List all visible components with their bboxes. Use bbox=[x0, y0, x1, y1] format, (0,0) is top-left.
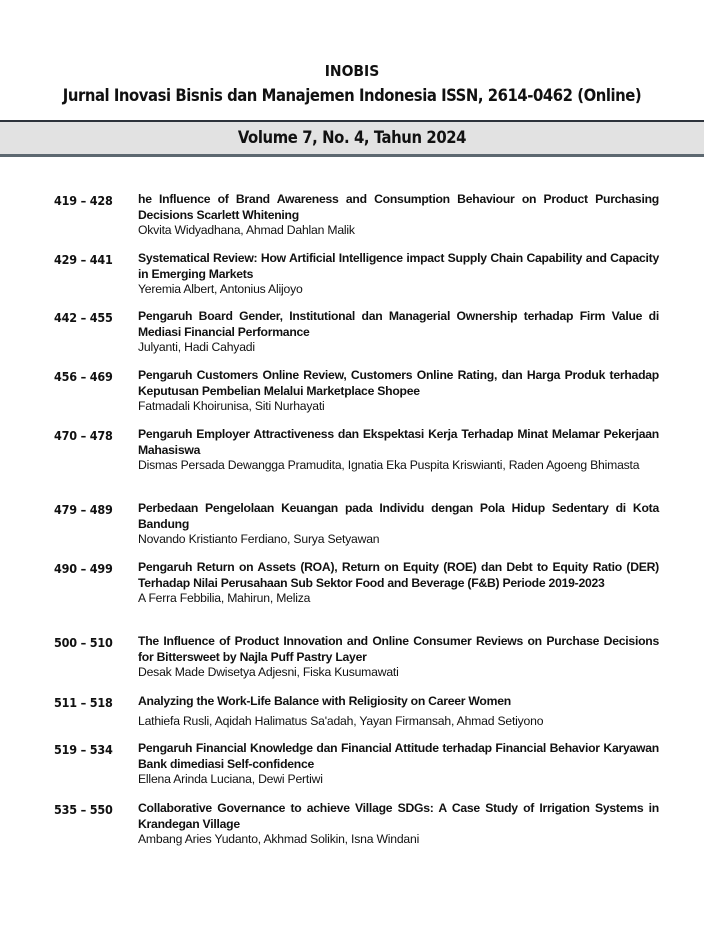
page-range: 429 – 441 bbox=[54, 252, 113, 267]
article-authors: Julyanti, Hadi Cahyadi bbox=[138, 340, 255, 355]
page-range: 419 – 428 bbox=[54, 193, 113, 208]
journal-title: INOBIS bbox=[324, 62, 380, 80]
article-title[interactable]: Pengaruh Customers Online Review, Customers Online Rating, dan Harga Produk terhadap Keputusan Pembelian Melalui Marketplace Shopee bbox=[138, 368, 659, 398]
article-title[interactable]: Perbedaan Pengelolaan Keuangan pada Individu dengan Pola Hidup Sedentary di Kota Bandung bbox=[138, 501, 659, 531]
article-authors: Yeremia Albert, Antonius Alijoyo bbox=[138, 282, 303, 297]
page-range: 490 – 499 bbox=[54, 561, 113, 576]
article-title[interactable]: The Influence of Product Innovation and Online Consumer Reviews on Purchase Decisions for Bittersweet by Najla Puff Pastry Layer bbox=[138, 634, 659, 664]
article-title[interactable]: Pengaruh Board Gender, Institutional dan Managerial Ownership terhadap Firm Value di Mediasi Financial Performance bbox=[138, 309, 659, 339]
article-authors: A Ferra Febbilia, Mahirun, Meliza bbox=[138, 591, 311, 606]
article-authors: Ambang Aries Yudanto, Akhmad Solikin, Isna Windani bbox=[138, 832, 420, 847]
page-range: 519 – 534 bbox=[54, 742, 113, 757]
article-title[interactable]: Collaborative Governance to achieve Village SDGs: A Case Study of Irrigation Systems in Krandegan Village bbox=[138, 801, 659, 831]
page-range: 511 – 518 bbox=[54, 695, 113, 710]
article-authors: Dismas Persada Dewangga Pramudita, Ignatia Eka Puspita Kriswianti, Raden Agoeng Bhimasta bbox=[138, 458, 640, 473]
article-authors: Fatmadali Khoirunisa, Siti Nurhayati bbox=[138, 399, 325, 414]
article-authors: Okvita Widyadhana, Ahmad Dahlan Malik bbox=[138, 223, 355, 238]
page-range: 535 – 550 bbox=[54, 802, 113, 817]
page-range: 456 – 469 bbox=[54, 369, 113, 384]
article-authors: Desak Made Dwisetya Adjesni, Fiska Kusumawati bbox=[138, 665, 399, 680]
journal-subtitle: Jurnal Inovasi Bisnis dan Manajemen Indonesia ISSN, 2614-0462 (Online) bbox=[62, 86, 642, 105]
article-authors: Lathiefa Rusli, Aqidah Halimatus Sa'adah, Yayan Firmansah, Ahmad Setiyono bbox=[138, 713, 544, 728]
article-authors: Novando Kristianto Ferdiano, Surya Setyawan bbox=[138, 532, 380, 547]
article-title[interactable]: Systematical Review: How Artificial Intelligence impact Supply Chain Capability and Capacity in Emerging Markets bbox=[138, 251, 659, 281]
article-title[interactable]: Pengaruh Employer Attractiveness dan Ekspektasi Kerja Terhadap Minat Melamar Pekerjaan Mahasiswa bbox=[138, 427, 659, 457]
article-title[interactable]: he Influence of Brand Awareness and Consumption Behaviour on Product Purchasing Decisions Scarlett Whitening bbox=[138, 192, 659, 222]
page-range: 470 – 478 bbox=[54, 428, 113, 443]
page-range: 479 – 489 bbox=[54, 502, 113, 517]
page-range: 442 – 455 bbox=[54, 310, 113, 325]
article-title[interactable]: Analyzing the Work-Life Balance with Religiosity on Career Women bbox=[138, 694, 511, 708]
article-title[interactable]: Pengaruh Financial Knowledge dan Financial Attitude terhadap Financial Behavior Karyawan Bank dimediasi Self-confidence bbox=[138, 741, 659, 771]
issue-label: Volume 7, No. 4, Tahun 2024 bbox=[237, 128, 467, 147]
page-range: 500 – 510 bbox=[54, 635, 113, 650]
article-authors: Ellena Arinda Luciana, Dewi Pertiwi bbox=[138, 772, 323, 787]
article-title[interactable]: Pengaruh Return on Assets (ROA), Return on Equity (ROE) dan Debt to Equity Ratio (DER) Terhadap Nilai Perusahaan Sub Sektor Food and Beverage (F&B) Periode 2019-2023 bbox=[138, 560, 659, 590]
